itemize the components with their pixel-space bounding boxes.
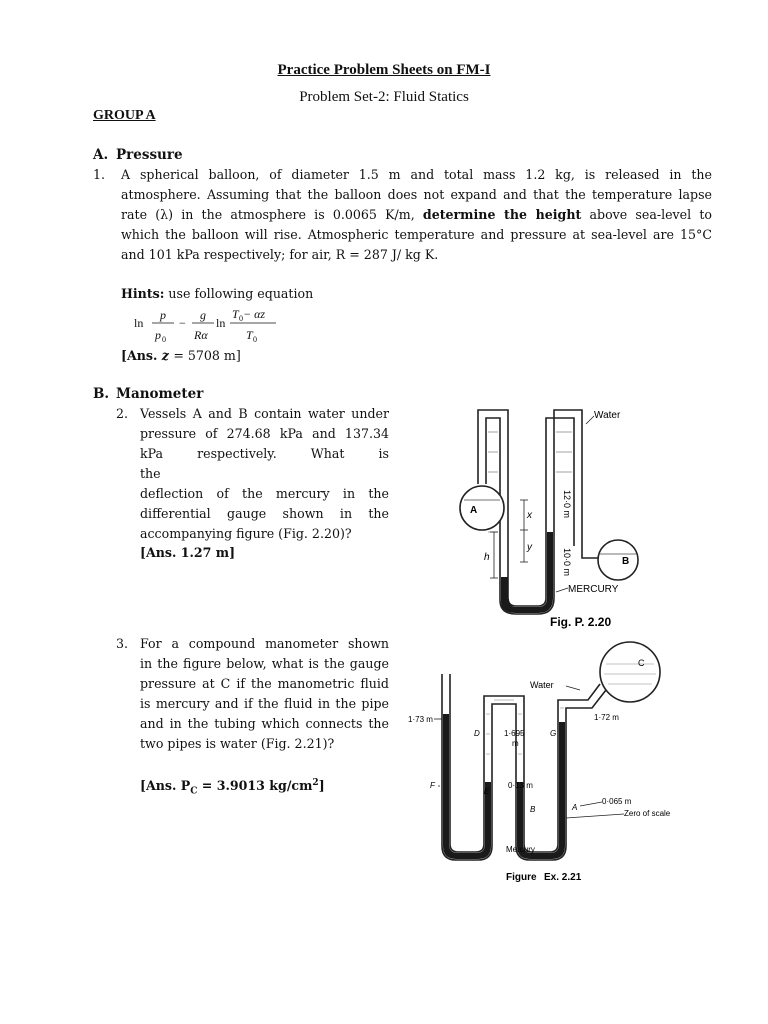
q3-text	[140, 634, 389, 754]
fig221-dim-173: 1·73 m	[408, 715, 433, 724]
q1-number: 1.	[93, 167, 106, 182]
page-title: Practice Problem Sheets on FM-I	[277, 62, 491, 78]
eq-p0: p	[155, 328, 161, 342]
q2-line-5: differential gauge shown in the	[140, 506, 389, 521]
q1-ans-label: [Ans.	[121, 348, 158, 363]
fig220-mercury-label: MERCURY	[568, 584, 619, 595]
q3-line-1: For a compound manometer shown	[140, 636, 389, 651]
group-heading: GROUP A	[93, 108, 156, 123]
q3-ans-sub: C	[190, 786, 198, 797]
eq-ln-2: ln	[216, 316, 226, 330]
section-b-letter: B.	[93, 386, 110, 402]
eq-t0-num-sub: 0	[239, 314, 243, 323]
q1-answer	[121, 346, 241, 366]
fig221-dim-013: 0·13 m	[508, 781, 533, 790]
section-a-heading: Pressure	[116, 147, 183, 163]
fig220-dim-10: 10·0 m	[562, 548, 572, 577]
q2-number: 2.	[116, 406, 129, 421]
q3-number: 3.	[116, 636, 129, 651]
fig221-label-a: A	[572, 803, 578, 812]
q3-line-6: two pipes is water (Fig. 2.21)?	[140, 736, 335, 751]
eq-g: g	[200, 308, 206, 322]
page-subtitle: Problem Set-2: Fluid Statics	[299, 89, 469, 105]
q3-line-3: pressure at C if the manometric fluid	[140, 676, 389, 691]
fig221-dim-m: m	[512, 739, 519, 748]
q1-line-2: atmosphere. Assuming that the balloon does not expand and that the temperature lapse	[121, 187, 712, 202]
fig220-label-h: h	[484, 552, 490, 563]
q3-ans-close: ]	[318, 778, 325, 794]
fig221-caption-b: Ex. 2.21	[544, 872, 582, 883]
fig220-label-b: B	[622, 556, 630, 567]
q3-line-2: in the figure below, what is the gauge	[140, 656, 389, 671]
fig221-dim-172: 1·72 m	[594, 713, 619, 722]
eq-p: p	[160, 308, 166, 322]
fig220-caption: Fig. P. 2.20	[550, 615, 612, 629]
fig221-label-c: C	[638, 658, 645, 668]
fig221-label-f: F	[430, 781, 435, 790]
q2-line-6: accompanying figure (Fig. 2.20)?	[140, 526, 352, 541]
fig221-label-e: E	[484, 787, 490, 796]
section-b-heading: Manometer	[116, 386, 204, 402]
fig221-zero-scale: Zero of scale	[624, 809, 671, 818]
q1-ans-value: = 5708 m]	[173, 348, 241, 363]
q3-answer	[140, 773, 325, 802]
hint-equation	[132, 305, 282, 345]
eq-t0-num: T	[232, 307, 239, 321]
fig221-water-label: Water	[530, 680, 554, 690]
q2-answer: [Ans. 1.27 m]	[140, 545, 236, 560]
q1-line-3a: rate (λ) in the atmosphere is 0.0065 K/m,	[121, 207, 423, 222]
q3-ans-sup: 2	[312, 778, 319, 788]
figure-ex-2-21	[404, 634, 682, 886]
eq-ln-1: ln	[134, 316, 144, 330]
fig220-label-x: x	[527, 510, 532, 521]
hints-label: Hints:	[121, 286, 165, 301]
fig220-dim-12: 12·0 m	[562, 490, 572, 519]
q2-line-2: pressure of 274.68 kPa and 137.34	[140, 426, 389, 441]
fig221-label-g: G	[550, 729, 557, 738]
q1-line-5: and 101 kPa respectively; for air, R = 287 J/ kg K.	[121, 247, 439, 262]
q1-ans-var: z	[161, 348, 169, 363]
eq-t0-den: T	[246, 328, 253, 342]
q1-line-3c: above sea-level to	[581, 207, 712, 222]
q3-ans-value: = 3.9013 kg/cm	[197, 778, 313, 794]
hints-text: use following equation	[164, 286, 314, 301]
q1-line-3b: determine the height	[422, 207, 582, 222]
eq-t0-rest: − αz	[243, 307, 266, 321]
eq-minus: −	[179, 316, 186, 330]
fig220-label-a: A	[470, 505, 478, 516]
q1-line-4: which the balloon will rise. Atmospheric temperature and pressure at sea-level are 15°C	[121, 227, 712, 242]
fig221-label-d: D	[474, 729, 480, 738]
q2-line-1: Vessels A and B contain water under	[140, 406, 389, 421]
q2-line-4: deflection of the mercury in the	[140, 486, 389, 501]
eq-p0-sub: 0	[162, 335, 166, 344]
q2-text	[140, 404, 389, 544]
q3-line-5: and in the tubing which connects the	[140, 716, 389, 731]
figure-p-2-20	[448, 402, 652, 634]
q1-line-3	[121, 205, 712, 225]
fig220-label-y: y	[527, 542, 532, 553]
fig221-mercury-label: Mercury	[506, 845, 535, 854]
eq-r-alpha: Rα	[194, 328, 208, 342]
fig221-dim-1695: 1·695	[504, 729, 525, 738]
eq-t0-den-sub: 0	[253, 335, 257, 344]
fig221-caption-a: Figure	[506, 872, 537, 883]
q1-hints	[121, 284, 313, 304]
fig221-label-b: B	[530, 805, 536, 814]
q1-text	[121, 165, 712, 265]
q3-ans-label: [Ans. P	[140, 778, 191, 794]
section-a-letter: A.	[93, 147, 109, 163]
fig220-water-label: Water	[594, 410, 621, 421]
q1-line-1: A spherical balloon, of diameter 1.5 m and total mass 1.2 kg, is released in the	[121, 167, 712, 182]
q2-line-3: kPa respectively. What is the	[140, 446, 389, 481]
fig221-dim-0065: 0·065 m	[602, 797, 632, 806]
q3-line-4: is mercury and if the fluid in the pipe	[140, 696, 389, 711]
